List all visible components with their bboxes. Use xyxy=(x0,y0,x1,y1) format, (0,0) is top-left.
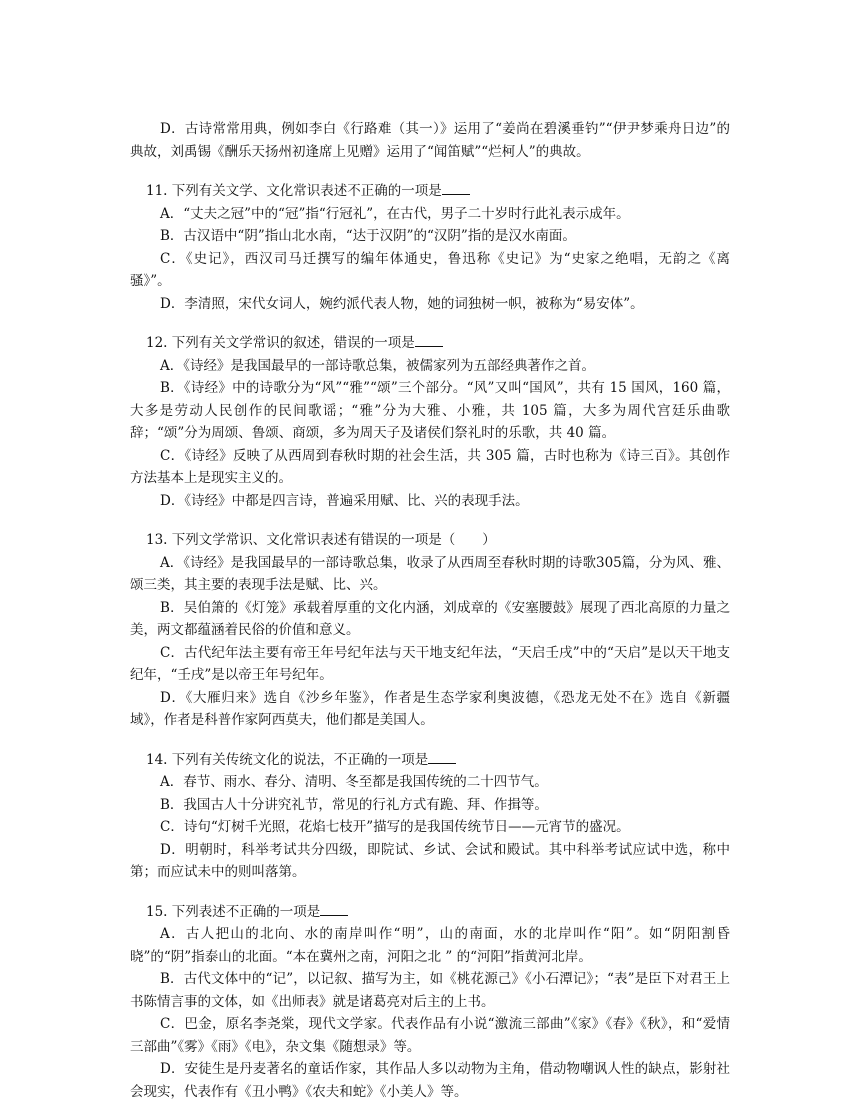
question-11-option-c: C．《史记》，西汉司马迁撰写的编年体通史，鲁迅称《史记》为“史家之绝唱，无韵之《离骚》”。 xyxy=(130,250,730,289)
question-12-option-c: C．《诗经》反映了从西周到春秋时期的社会生活，共 305 篇，古时也称为《诗三百》。其创作方法基本上是现实主义的。 xyxy=(130,447,730,486)
question-11-option-d: D．李清照，宋代女词人，婉约派代表人物，她的词独树一帜，被称为“易安体”。 xyxy=(160,295,644,312)
question-12-stem: 12. 下列有关文学常识的叙述，错误的一项是 xyxy=(130,332,730,355)
question-13-stem: 13. 下列文学常识、文化常识表述有错误的一项是（ ） xyxy=(146,532,496,548)
prev-option-d: D．古诗常常用典，例如李白《行路难（其一）》运用了“姜尚在碧溪垂钓”“伊尹梦乘舟日边”的典故，刘禹锡《酬乐天扬州初逢席上见赠》运用了“闻笛赋”“烂柯人”的典故。 xyxy=(130,121,730,160)
document-body xyxy=(130,118,730,1103)
answer-blank xyxy=(415,345,443,347)
answer-blank xyxy=(442,193,470,195)
question-15-stem: 15. 下列表述不正确的一项是 xyxy=(130,901,730,924)
question-13-option-b: B．吴伯箫的《灯笼》承载着厚重的文化内涵，刘成章的《安塞腰鼓》展现了西北高原的力量之美，两文都蕴涵着民俗的价值和意义。 xyxy=(130,599,731,638)
answer-blank xyxy=(320,914,348,916)
question-12-option-a: A．《诗经》是我国最早的一部诗歌总集，被儒家列为五部经典著作之首。 xyxy=(160,357,595,374)
question-14-option-b: B．我国古人十分讲究礼节，常见的行礼方式有跪、拜、作揖等。 xyxy=(160,796,548,813)
question-11-option-a: A．“丈夫之冠”中的“冠”指“行冠礼”，在古代，男子二十岁时行此礼表示成年。 xyxy=(160,205,630,222)
answer-blank xyxy=(428,762,456,764)
question-13-option-c: C．古代纪年法主要有帝王年号纪年法与天干地支纪年法，“天启壬戌”中的“天启”是以天干地支纪年，“壬戌”是以帝王年号纪年。 xyxy=(130,644,730,683)
question-13-option-a: A．《诗经》是我国最早的一部诗歌总集，收录了从西周至春秋时期的诗歌305篇，分为风、雅、颂三类，其主要的表现手法是赋、比、兴。 xyxy=(130,554,730,593)
question-13-option-d: D．《大雁归来》选自《沙乡年鉴》，作者是生态学家利奥波德，《恐龙无处不在》选自《新疆域》，作者是科普作家阿西莫夫，他们都是美国人。 xyxy=(130,689,730,728)
question-15-option-d: D．安徒生是丹麦著名的童话作家，其作品人多以动物为主角，借动物嘲讽人性的缺点，影射社会现实，代表作有《丑小鸭》《农夫和蛇》《小美人》等。 xyxy=(130,1061,731,1100)
question-12-option-d: D．《诗经》中都是四言诗，普遍采用赋、比、兴的表现手法。 xyxy=(160,492,529,509)
question-11-option-b: B．古汉语中“阴”指山北水南，“达于汉阴”的“汉阴”指的是汉水南面。 xyxy=(160,228,576,244)
question-15-option-a: A．古人把山的北向、水的南岸叫作“明”，山的南面，水的北岸叫作“阳”。如“阴阳割昏晓”的“阴”指泰山的北面。“本在冀州之南，河阳之北 ” 的“河阳”指黄河北岸。 xyxy=(130,926,731,965)
question-14-option-d: D．明朝时，科举考试共分四级，即院试、乡试、会试和殿试。其中科举考试应试中选，称中第；而应试未中的则叫落第。 xyxy=(130,841,731,880)
question-11-stem: 11. 下列有关文学、文化常识表述不正确的一项是 xyxy=(130,180,730,203)
question-12-option-b: B．《诗经》中的诗歌分为“风”“雅”“颂”三个部分。“风”又叫“国风”，共有 15 国风，160 篇，大多是劳动人民创作的民间歌谣；“雅”分为大雅、小雅，共 105 篇，大多为周代宫廷乐曲歌辞；“颂”分为周颂、鲁颂、商颂，多为周天子及诸侯们祭礼时的乐歌，共 40 篇。 xyxy=(130,380,730,441)
question-15-option-c: C．巴金，原名李尧棠，现代文学家。代表作品有小说“激流三部曲”《家》《春》《秋》，和“爱情三部曲”《雾》《雨》《电》，杂文集《随想录》等。 xyxy=(130,1016,730,1055)
question-15-option-b: B．古代文体中的“记”，以记叙、描写为主，如《桃花源己》《小石潭记》；“表”是臣下对君王上书陈情言事的文体，如《出师表》就是诸葛亮对后主的上书。 xyxy=(130,971,730,1010)
question-14-stem: 14. 下列有关传统文化的说法，不正确的一项是 xyxy=(130,749,730,772)
question-14-option-c: C．诗句“灯树千光照，花焰七枝开”描写的是我国传统节日——元宵节的盛况。 xyxy=(160,819,630,835)
question-14-option-a: A．春节、雨水、春分、清明、冬至都是我国传统的二十四节气。 xyxy=(160,774,548,790)
